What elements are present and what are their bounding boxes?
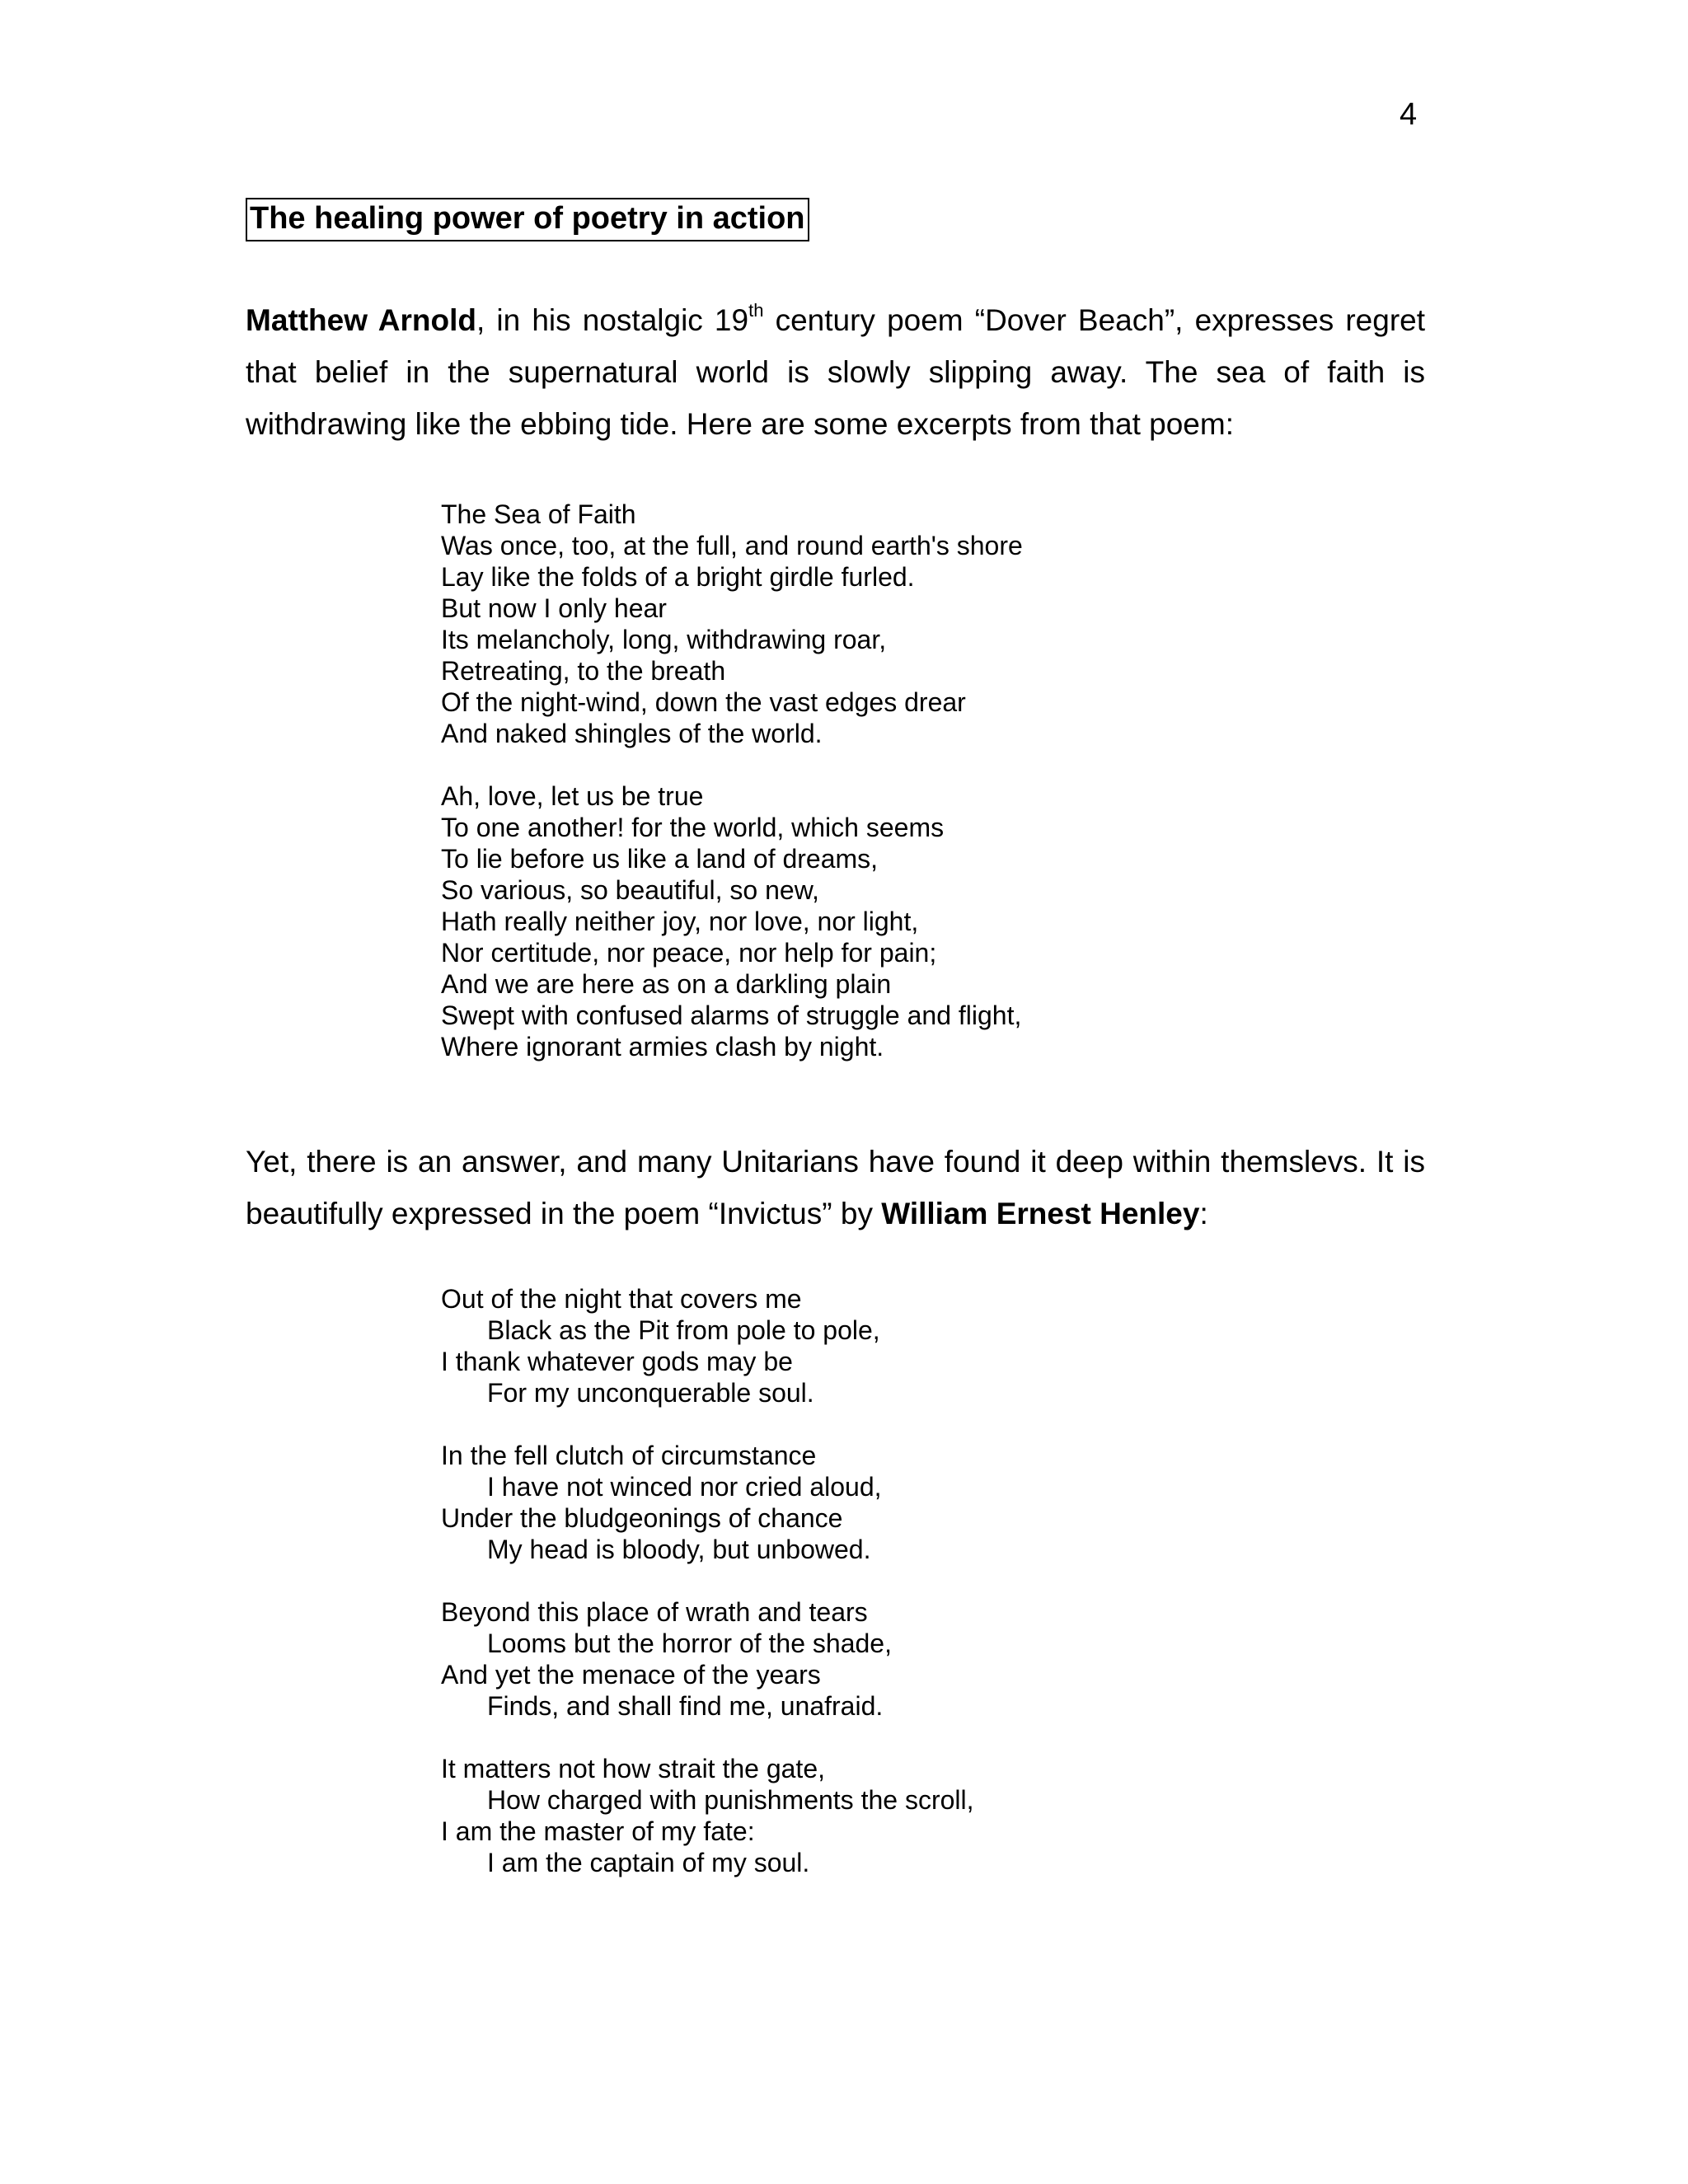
poem-line: Lay like the folds of a bright girdle furled. <box>441 562 915 592</box>
poem-line: Beyond this place of wrath and tears <box>441 1597 868 1627</box>
stanza-break <box>441 1408 974 1440</box>
poem-line: Looms but the horror of the shade, <box>487 1629 892 1658</box>
poem-line: Swept with confused alarms of struggle and flight, <box>441 1001 1022 1030</box>
poem-line: So various, so beautiful, so new, <box>441 875 819 905</box>
stanza-break <box>441 1565 974 1596</box>
poem-line: How charged with punishments the scroll, <box>487 1785 974 1815</box>
poem-line: Hath really neither joy, nor love, nor light, <box>441 907 919 936</box>
intro-text-a: , in his nostalgic 19 <box>476 303 749 337</box>
dover-beach-excerpt <box>441 499 1023 1062</box>
stanza-break <box>441 1722 974 1753</box>
intro-text-b: century poem “Dover Beach”, expresses regret that belief in the supernatural world is slowly slipping away. The sea of faith is withdrawing like the ebbing tide. Here are some excerpts from that poem: <box>246 303 1425 441</box>
poem-line: For my unconquerable soul. <box>487 1378 814 1408</box>
author-name-henley: William Ernest Henley <box>881 1197 1200 1230</box>
poem-line: Under the bludgeonings of chance <box>441 1503 843 1533</box>
poem-line: In the fell clutch of circumstance <box>441 1441 817 1470</box>
poem-line: Its melancholy, long, withdrawing roar, <box>441 625 887 654</box>
poem-line: And we are here as on a darkling plain <box>441 969 892 999</box>
poem-line: Ah, love, let us be true <box>441 781 704 811</box>
poem-line: And yet the menace of the years <box>441 1660 821 1690</box>
poem-line: Of the night-wind, down the vast edges drear <box>441 687 966 717</box>
poem-line: I have not winced nor cried aloud, <box>487 1472 882 1502</box>
poem-line: Out of the night that covers me <box>441 1284 802 1314</box>
transition-text-b: : <box>1199 1197 1208 1230</box>
poem-line: But now I only hear <box>441 593 667 623</box>
poem-line: I am the master of my fate: <box>441 1816 755 1846</box>
poem-line: Was once, too, at the full, and round earth's shore <box>441 531 1023 560</box>
poem-line: The Sea of Faith <box>441 499 636 529</box>
intro-paragraph <box>246 294 1425 450</box>
page-number: 4 <box>1400 97 1418 132</box>
transition-text-a: Yet, there is an answer, and many Unitarians have found it deep within themslevs. It is beautifully expressed in the poem “Invictus” by <box>246 1145 1425 1230</box>
section-heading: The healing power of poetry in action <box>246 198 809 241</box>
poem-line: It matters not how strait the gate, <box>441 1754 825 1783</box>
author-name-arnold: Matthew Arnold <box>246 303 476 337</box>
poem-line: And naked shingles of the world. <box>441 719 823 748</box>
stanza-break <box>441 749 1023 780</box>
poem-line: My head is bloody, but unbowed. <box>487 1535 871 1564</box>
invictus-poem <box>441 1283 974 1878</box>
poem-line: I am the captain of my soul. <box>487 1848 810 1877</box>
poem-line: Where ignorant armies clash by night. <box>441 1032 884 1062</box>
poem-line: Retreating, to the breath <box>441 656 726 686</box>
poem-line: I thank whatever gods may be <box>441 1347 793 1376</box>
poem-line: Nor certitude, nor peace, nor help for pain; <box>441 938 937 968</box>
poem-line: To lie before us like a land of dreams, <box>441 844 879 874</box>
transition-paragraph <box>246 1136 1425 1240</box>
poem-line: Black as the Pit from pole to pole, <box>487 1315 880 1345</box>
poem-line: Finds, and shall find me, unafraid. <box>487 1691 884 1721</box>
ordinal-superscript: th <box>748 299 764 321</box>
poem-line: To one another! for the world, which seems <box>441 813 945 842</box>
